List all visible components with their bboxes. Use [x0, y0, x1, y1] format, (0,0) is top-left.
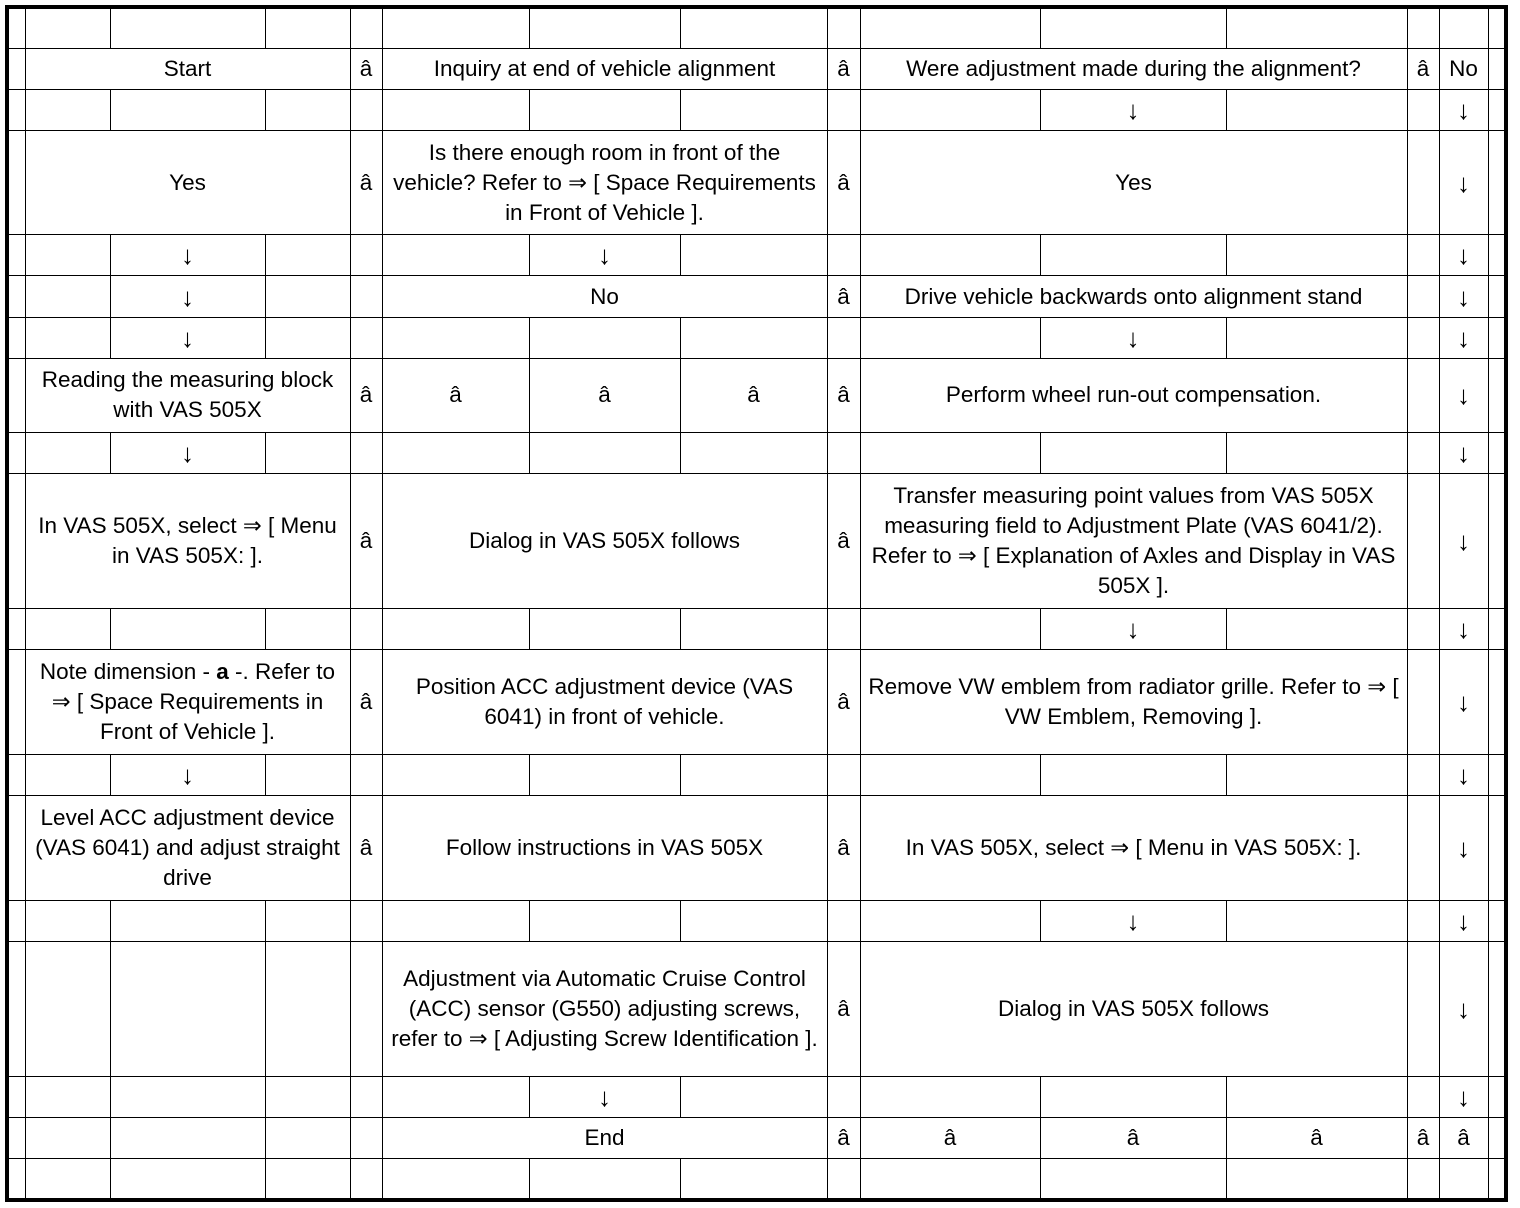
dialog-follows-box: Dialog in VAS 505X follows: [382, 473, 827, 609]
down-arrow: ↓: [1439, 235, 1488, 276]
runout-compensation-box: Perform wheel run-out compensation.: [860, 358, 1407, 432]
table-row: [7, 650, 1506, 755]
down-arrow: ↓: [529, 235, 680, 276]
table-row: [7, 7, 1506, 48]
right-arrow: â: [827, 130, 860, 235]
no-label: No: [1439, 48, 1488, 89]
down-arrow: ↓: [1439, 432, 1488, 473]
down-arrow: ↓: [1439, 609, 1488, 650]
down-arrow: ↓: [1040, 317, 1226, 358]
down-arrow: ↓: [1040, 900, 1226, 941]
right-arrow: â: [827, 941, 860, 1077]
right-arrow: â: [1226, 1118, 1407, 1159]
table-row: [7, 941, 1506, 1077]
right-arrow: â: [680, 358, 827, 432]
start-box: Start: [25, 48, 350, 89]
select-menu-box: In VAS 505X, select ⇒ [ Menu in VAS 505X: ].: [860, 795, 1407, 900]
right-arrow: â: [1439, 1118, 1488, 1159]
down-arrow: ↓: [110, 754, 265, 795]
enough-room-question: Is there enough room in front of the vehicle? Refer to ⇒ [ Space Requirements in Front of Vehicle ].: [382, 130, 827, 235]
right-arrow: â: [827, 358, 860, 432]
down-arrow: ↓: [1439, 130, 1488, 235]
level-device-box: Level ACC adjustment device (VAS 6041) and adjust straight drive: [25, 795, 350, 900]
down-arrow: ↓: [1439, 89, 1488, 130]
table-row: [7, 89, 1506, 130]
no-label: No: [382, 276, 827, 317]
table-row: [7, 795, 1506, 900]
table-row: [7, 130, 1506, 235]
right-arrow: â: [350, 473, 382, 609]
right-arrow: â: [1407, 1118, 1439, 1159]
table-row: [7, 235, 1506, 276]
follow-instructions-box: Follow instructions in VAS 505X: [382, 795, 827, 900]
down-arrow: ↓: [110, 317, 265, 358]
right-arrow: â: [350, 130, 382, 235]
flowchart-table: [5, 5, 1508, 1202]
table-row: [7, 317, 1506, 358]
down-arrow: ↓: [1439, 795, 1488, 900]
right-arrow: â: [827, 48, 860, 89]
table-row: [7, 1077, 1506, 1118]
table-row: [7, 473, 1506, 609]
down-arrow: ↓: [1040, 89, 1226, 130]
right-arrow: â: [827, 1118, 860, 1159]
right-arrow: â: [827, 473, 860, 609]
down-arrow: ↓: [110, 432, 265, 473]
end-box: End: [382, 1118, 827, 1159]
right-arrow: â: [860, 1118, 1040, 1159]
table-row: [7, 754, 1506, 795]
position-device-box: Position ACC adjustment device (VAS 6041) in front of vehicle.: [382, 650, 827, 755]
down-arrow: ↓: [1439, 276, 1488, 317]
adjustment-via-acc-box: Adjustment via Automatic Cruise Control (ACC) sensor (G550) adjusting screws, refer to ⇒ [ Adjusting Screw Identification ].: [382, 941, 827, 1077]
down-arrow: ↓: [110, 235, 265, 276]
table-row: [7, 432, 1506, 473]
down-arrow: ↓: [1439, 358, 1488, 432]
right-arrow: â: [1040, 1118, 1226, 1159]
table-row: [7, 900, 1506, 941]
drive-backwards-box: Drive vehicle backwards onto alignment stand: [860, 276, 1407, 317]
note-dimension-box: Note dimension - a -. Refer to ⇒ [ Space Requirements in Front of Vehicle ].: [25, 650, 350, 755]
yes-label: Yes: [25, 130, 350, 235]
table-row: [7, 1118, 1506, 1159]
table-row: [7, 1159, 1506, 1200]
table-row: [7, 48, 1506, 89]
down-arrow: ↓: [1439, 650, 1488, 755]
right-arrow: â: [529, 358, 680, 432]
right-arrow: â: [350, 650, 382, 755]
right-arrow: â: [382, 358, 529, 432]
table-row: [7, 358, 1506, 432]
down-arrow: ↓: [529, 1077, 680, 1118]
yes-label: Yes: [860, 130, 1407, 235]
table-row: [7, 609, 1506, 650]
down-arrow: ↓: [1439, 900, 1488, 941]
down-arrow: ↓: [1439, 317, 1488, 358]
right-arrow: â: [827, 795, 860, 900]
right-arrow: â: [1407, 48, 1439, 89]
select-menu-box: In VAS 505X, select ⇒ [ Menu in VAS 505X: ].: [25, 473, 350, 609]
remove-emblem-box: Remove VW emblem from radiator grille. Refer to ⇒ [ VW Emblem, Removing ].: [860, 650, 1407, 755]
down-arrow: ↓: [1439, 941, 1488, 1077]
adjustments-made-question: Were adjustment made during the alignment?: [860, 48, 1407, 89]
right-arrow: â: [827, 276, 860, 317]
right-arrow: â: [350, 795, 382, 900]
inquiry-box: Inquiry at end of vehicle alignment: [382, 48, 827, 89]
down-arrow: ↓: [110, 276, 265, 317]
reading-block-box: Reading the measuring block with VAS 505X: [25, 358, 350, 432]
dialog-follows-box: Dialog in VAS 505X follows: [860, 941, 1407, 1077]
table-row: [7, 276, 1506, 317]
down-arrow: ↓: [1439, 473, 1488, 609]
right-arrow: â: [827, 650, 860, 755]
transfer-values-box: Transfer measuring point values from VAS 505X measuring field to Adjustment Plate (VAS 6041/2). Refer to ⇒ [ Explanation of Axles and Display in VAS 505X ].: [860, 473, 1407, 609]
right-arrow: â: [350, 48, 382, 89]
down-arrow: ↓: [1040, 609, 1226, 650]
down-arrow: ↓: [1439, 1077, 1488, 1118]
right-arrow: â: [350, 358, 382, 432]
down-arrow: ↓: [1439, 754, 1488, 795]
